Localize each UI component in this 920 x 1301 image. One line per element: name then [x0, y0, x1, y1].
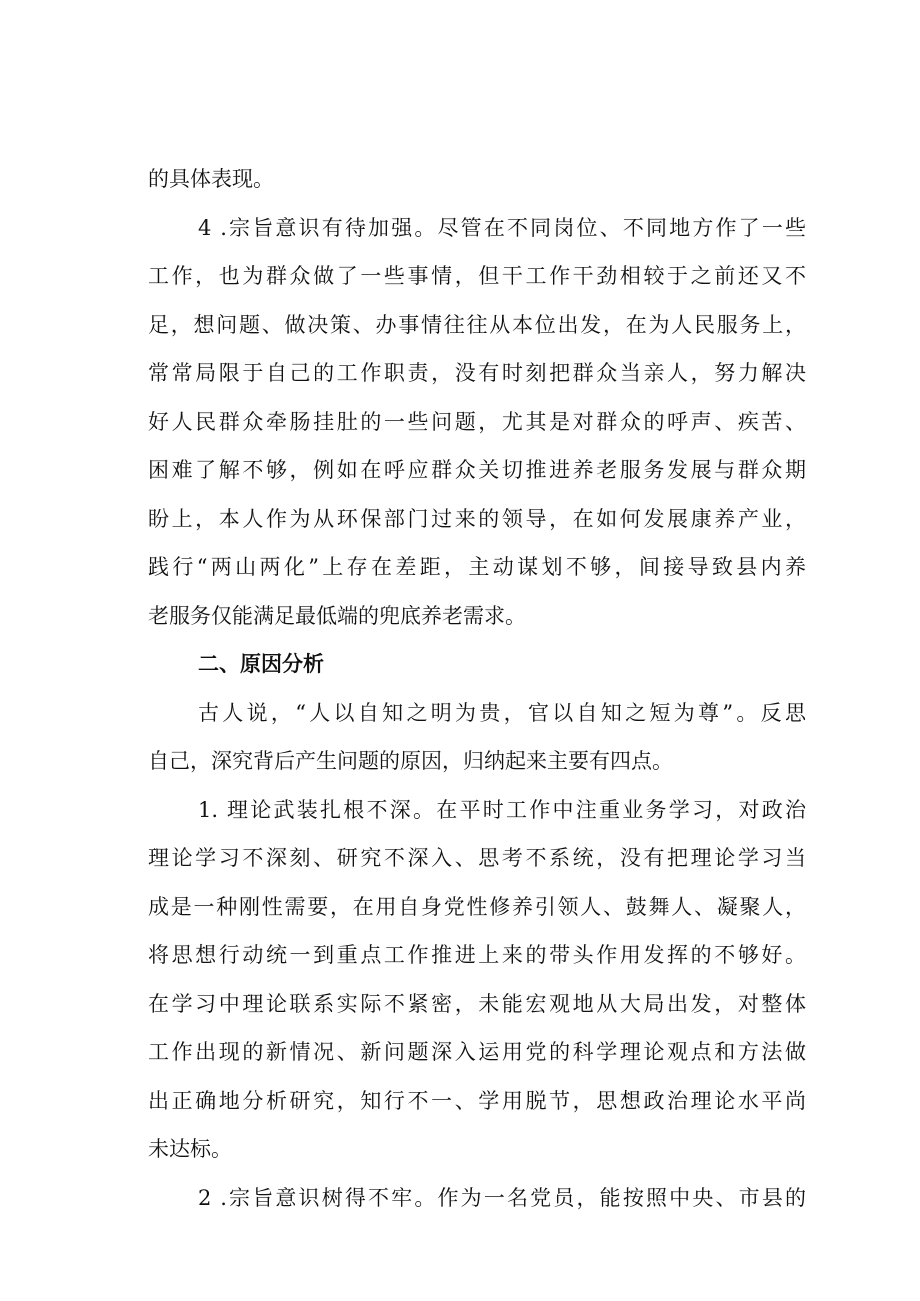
- paragraph-purpose-awareness: [148, 204, 806, 641]
- text-line: 工作，也为群众做了一些事情，但干工作干劲相较于之前还又不: [148, 264, 806, 288]
- text-line: 老服务仅能满足最低端的兜底养老需求。: [148, 603, 526, 628]
- text-line: 困难了解不够，例如在呼应群众关切推进养老服务发展与群众期: [148, 458, 806, 482]
- text-line: 1. 理论武装扎根不深。在平时工作中注重业务学习，对政治: [198, 797, 806, 822]
- text-line: 足，想问题、做决策、办事情往往从本位出发，在为人民服务上，: [148, 312, 806, 337]
- text-line: 常常局限于自己的工作职责，没有时刻把群众当亲人，努力解决: [148, 361, 806, 385]
- text-line: 将思想行动统一到重点工作推进上来的带头作用发挥的不够好。: [148, 943, 806, 967]
- text-line: 出正确地分析研究，知行不一、学用脱节，思想政治理论水平尚: [148, 1088, 806, 1113]
- text-line: 4 .宗旨意识有待加强。尽管在不同岗位、不同地方作了一些: [198, 215, 806, 240]
- text-line: 古人说，“人以自知之明为贵，官以自知之短为尊”。反思: [198, 700, 806, 725]
- paragraph-continuation: [148, 155, 806, 204]
- document-body: [148, 155, 806, 1222]
- text-line: 未达标。: [148, 1137, 232, 1161]
- paragraph-purpose-roots: [148, 1174, 806, 1223]
- text-line: 2 .宗旨意识树得不牢。作为一名党员，能按照中央、市县的: [198, 1185, 806, 1210]
- text-line: 成是一种刚性需要，在用自身党性修养引领人、鼓舞人、凝聚人，: [148, 894, 806, 919]
- text-line: 盼上，本人作为从环保部门过来的领导，在如何发展康养产业，: [148, 506, 806, 531]
- text-line: 工作出现的新情况、新问题深入运用党的科学理论观点和方法做: [148, 1040, 806, 1064]
- section-heading: 二、原因分析: [198, 652, 324, 676]
- text-line: 的具体表现。: [148, 167, 274, 191]
- text-line: 自己，深究背后产生问题的原因，归纳起来主要有四点。: [148, 749, 673, 773]
- text-line: 践行“两山两化”上存在差距，主动谋划不够，间接导致县内养: [148, 555, 806, 579]
- text-line: 在学习中理论联系实际不紧密，未能宏观地从大局出发，对整体: [148, 991, 806, 1016]
- text-line: 好人民群众牵肠挂肚的一些问题，尤其是对群众的呼声、疾苦、: [148, 409, 806, 434]
- paragraph-theory: [148, 786, 806, 1174]
- paragraph-intro: [148, 689, 806, 786]
- text-line: 理论学习不深刻、研究不深入、思考不系统，没有把理论学习当: [148, 846, 806, 870]
